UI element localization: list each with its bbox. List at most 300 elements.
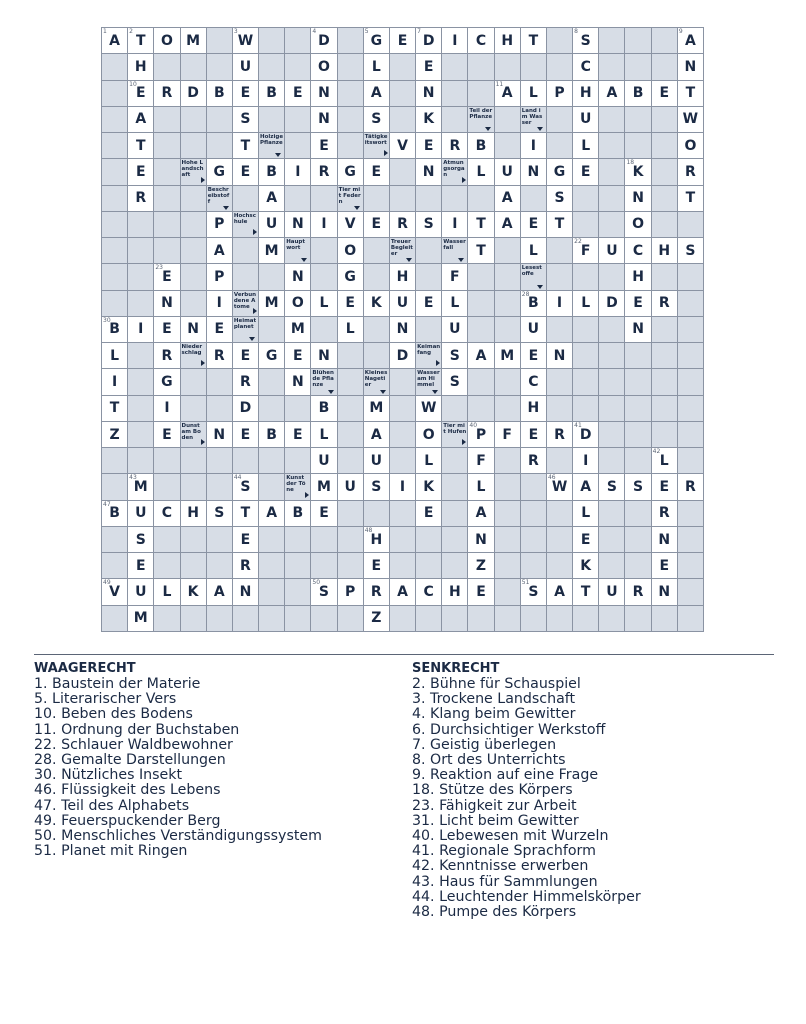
cell-letter: N bbox=[632, 321, 644, 338]
divider bbox=[34, 654, 774, 655]
letter-cell bbox=[573, 579, 599, 605]
cell-letter: S bbox=[449, 374, 460, 391]
cell-letter: E bbox=[162, 426, 172, 443]
letter-cell bbox=[390, 291, 416, 317]
letter-cell bbox=[390, 264, 416, 290]
blank-cell bbox=[259, 317, 285, 343]
letter-cell bbox=[521, 212, 547, 238]
cell-letter: L bbox=[476, 479, 486, 496]
letter-cell bbox=[311, 474, 337, 500]
clue-text: Blühende Pflanze bbox=[312, 370, 334, 389]
cell-letter: D bbox=[396, 347, 409, 364]
cell-letter: E bbox=[371, 557, 382, 574]
cell-letter: P bbox=[554, 85, 565, 102]
letter-cell bbox=[259, 238, 285, 264]
letter-cell bbox=[547, 159, 573, 185]
arrow-down-icon bbox=[458, 258, 464, 262]
cell-letter: L bbox=[581, 505, 591, 522]
blank-cell bbox=[390, 606, 416, 632]
cell-letter: G bbox=[265, 347, 278, 364]
blank-cell bbox=[102, 291, 128, 317]
blank-cell bbox=[652, 369, 678, 395]
clue-cell bbox=[442, 422, 468, 448]
letter-cell bbox=[364, 474, 390, 500]
letter-cell bbox=[207, 579, 233, 605]
cell-letter: E bbox=[240, 531, 251, 548]
blank-cell bbox=[181, 553, 207, 579]
cell-letter: E bbox=[528, 426, 539, 443]
cell-letter: E bbox=[135, 163, 146, 180]
letter-cell bbox=[154, 28, 180, 54]
clue-cell bbox=[285, 474, 311, 500]
cell-number: 41 bbox=[574, 421, 582, 429]
letter-cell bbox=[233, 553, 259, 579]
clue-cell bbox=[233, 291, 259, 317]
cell-letter: S bbox=[580, 32, 591, 49]
cell-number: 9 bbox=[678, 28, 683, 35]
blank-cell bbox=[181, 54, 207, 80]
down-clue: 7. Geistig überlegen bbox=[412, 736, 557, 753]
letter-cell bbox=[364, 553, 390, 579]
blank-cell bbox=[442, 553, 468, 579]
blank-cell bbox=[678, 396, 704, 422]
cell-number: 50 bbox=[312, 579, 321, 587]
letter-cell bbox=[573, 527, 599, 553]
cell-letter: S bbox=[606, 479, 617, 496]
cell-letter: E bbox=[319, 137, 329, 154]
blank-cell bbox=[338, 553, 364, 579]
cell-letter: R bbox=[213, 347, 225, 364]
blank-cell bbox=[233, 448, 259, 474]
letter-cell bbox=[547, 474, 573, 500]
clue-text: Teil der Pflanze bbox=[469, 107, 493, 120]
blank-cell bbox=[573, 264, 599, 290]
blank-cell bbox=[625, 553, 651, 579]
letter-cell bbox=[573, 448, 599, 474]
blank-cell bbox=[259, 28, 285, 54]
cell-letter: L bbox=[581, 295, 591, 312]
blank-cell bbox=[154, 212, 180, 238]
blank-cell bbox=[285, 579, 311, 605]
clue-cell bbox=[181, 159, 207, 185]
blank-cell bbox=[652, 264, 678, 290]
arrow-right-icon bbox=[305, 492, 309, 498]
letter-cell bbox=[468, 553, 494, 579]
blank-cell bbox=[573, 212, 599, 238]
cell-letter: S bbox=[633, 479, 644, 496]
blank-cell bbox=[625, 527, 651, 553]
cell-letter: E bbox=[319, 505, 329, 522]
blank-cell bbox=[652, 28, 678, 54]
letter-cell bbox=[259, 81, 285, 107]
cell-number: 8 bbox=[574, 28, 578, 35]
letter-cell bbox=[364, 107, 390, 133]
cell-letter: M bbox=[290, 321, 305, 338]
blank-cell bbox=[181, 107, 207, 133]
blank-cell bbox=[390, 107, 416, 133]
cell-letter: G bbox=[161, 374, 173, 391]
letter-cell bbox=[233, 107, 259, 133]
cell-letter: H bbox=[134, 58, 147, 75]
cell-letter: G bbox=[344, 268, 356, 285]
blank-cell bbox=[468, 186, 494, 212]
cell-letter: S bbox=[240, 479, 251, 496]
blank-cell bbox=[547, 238, 573, 264]
letter-cell bbox=[259, 501, 285, 527]
blank-cell bbox=[573, 396, 599, 422]
cell-letter: H bbox=[448, 584, 461, 601]
blank-cell bbox=[652, 422, 678, 448]
blank-cell bbox=[311, 606, 337, 632]
letter-cell bbox=[390, 343, 416, 369]
cell-letter: M bbox=[317, 479, 331, 496]
letter-cell bbox=[442, 212, 468, 238]
blank-cell bbox=[652, 317, 678, 343]
cell-letter: E bbox=[293, 426, 303, 443]
blank-cell bbox=[599, 527, 625, 553]
blank-cell bbox=[495, 527, 521, 553]
arrow-right-icon bbox=[201, 439, 205, 445]
cell-letter: N bbox=[318, 347, 330, 364]
clue-text: Hauptwort bbox=[286, 239, 305, 252]
letter-cell bbox=[233, 54, 259, 80]
blank-cell bbox=[154, 133, 180, 159]
blank-cell bbox=[468, 54, 494, 80]
clue-cell bbox=[468, 107, 494, 133]
blank-cell bbox=[468, 317, 494, 343]
blank-cell bbox=[625, 28, 651, 54]
blank-cell bbox=[364, 343, 390, 369]
blank-cell bbox=[625, 343, 651, 369]
letter-cell bbox=[442, 28, 468, 54]
cell-letter: E bbox=[659, 557, 670, 574]
blank-cell bbox=[285, 54, 311, 80]
letter-cell bbox=[102, 396, 128, 422]
cell-letter: E bbox=[659, 479, 670, 496]
cell-letter: D bbox=[239, 400, 252, 417]
cell-letter: E bbox=[293, 85, 303, 102]
letter-cell bbox=[390, 212, 416, 238]
blank-cell bbox=[364, 186, 390, 212]
letter-cell bbox=[102, 317, 128, 343]
cell-letter: L bbox=[476, 163, 486, 180]
clue-cell bbox=[442, 238, 468, 264]
letter-cell bbox=[364, 606, 390, 632]
blank-cell bbox=[442, 501, 468, 527]
cell-letter: E bbox=[476, 584, 486, 601]
cell-number: 49 bbox=[103, 579, 111, 587]
blank-cell bbox=[338, 28, 364, 54]
clue-text: Keimanfang bbox=[417, 344, 441, 357]
cell-letter: T bbox=[528, 32, 539, 49]
letter-cell bbox=[416, 474, 442, 500]
letter-cell bbox=[416, 54, 442, 80]
blank-cell bbox=[599, 343, 625, 369]
cell-letter: B bbox=[528, 295, 539, 312]
cell-letter: Z bbox=[475, 557, 487, 574]
cell-letter: E bbox=[240, 163, 251, 180]
letter-cell bbox=[102, 343, 128, 369]
blank-cell bbox=[495, 396, 521, 422]
cell-letter: U bbox=[239, 58, 252, 75]
blank-cell bbox=[390, 159, 416, 185]
letter-cell bbox=[521, 422, 547, 448]
letter-cell bbox=[233, 527, 259, 553]
blank-cell bbox=[181, 291, 207, 317]
letter-cell bbox=[416, 133, 442, 159]
cell-letter: R bbox=[318, 163, 330, 180]
cell-letter: T bbox=[685, 190, 696, 207]
blank-cell bbox=[102, 81, 128, 107]
cell-letter: N bbox=[658, 531, 671, 548]
blank-cell bbox=[521, 54, 547, 80]
letter-cell bbox=[285, 317, 311, 343]
cell-letter: F bbox=[580, 242, 591, 259]
letter-cell bbox=[311, 501, 337, 527]
cell-letter: H bbox=[187, 505, 199, 522]
cell-letter: U bbox=[606, 242, 618, 259]
blank-cell bbox=[468, 291, 494, 317]
letter-cell bbox=[128, 133, 154, 159]
cell-letter: D bbox=[422, 32, 435, 49]
cell-letter: S bbox=[449, 347, 460, 364]
letter-cell bbox=[625, 317, 651, 343]
blank-cell bbox=[154, 186, 180, 212]
blank-cell bbox=[678, 343, 704, 369]
blank-cell bbox=[442, 474, 468, 500]
letter-cell bbox=[468, 422, 494, 448]
cell-number: 43 bbox=[129, 474, 137, 482]
letter-cell bbox=[521, 291, 547, 317]
letter-cell bbox=[154, 396, 180, 422]
blank-cell bbox=[102, 264, 128, 290]
blank-cell bbox=[390, 527, 416, 553]
cell-letter: S bbox=[685, 242, 696, 259]
blank-cell bbox=[154, 553, 180, 579]
blank-cell bbox=[207, 606, 233, 632]
letter-cell bbox=[128, 579, 154, 605]
cell-letter: V bbox=[109, 584, 120, 601]
blank-cell bbox=[128, 422, 154, 448]
letter-cell bbox=[547, 186, 573, 212]
cell-letter: P bbox=[214, 216, 225, 233]
cell-letter: M bbox=[264, 295, 279, 312]
letter-cell bbox=[468, 448, 494, 474]
letter-cell bbox=[652, 448, 678, 474]
letter-cell bbox=[442, 291, 468, 317]
down-clue: 18. Stütze des Körpers bbox=[412, 782, 573, 799]
across-clue: 49. Feuerspuckender Berg bbox=[34, 812, 221, 829]
blank-cell bbox=[625, 501, 651, 527]
cell-letter: Z bbox=[371, 610, 382, 627]
cell-letter: R bbox=[370, 584, 382, 601]
blank-cell bbox=[128, 291, 154, 317]
letter-cell bbox=[678, 186, 704, 212]
cell-letter: A bbox=[606, 85, 618, 102]
cell-letter: G bbox=[213, 163, 226, 180]
clue-text: Atmungsorgan bbox=[443, 160, 465, 179]
blank-cell bbox=[233, 238, 259, 264]
blank-cell bbox=[652, 186, 678, 212]
letter-cell bbox=[259, 159, 285, 185]
blank-cell bbox=[521, 186, 547, 212]
letter-cell bbox=[678, 159, 704, 185]
blank-cell bbox=[390, 54, 416, 80]
cell-letter: A bbox=[501, 85, 513, 102]
cell-letter: H bbox=[370, 531, 383, 548]
cell-letter: C bbox=[632, 242, 644, 259]
cell-letter: H bbox=[527, 400, 540, 417]
blank-cell bbox=[102, 606, 128, 632]
blank-cell bbox=[128, 369, 154, 395]
letter-cell bbox=[416, 448, 442, 474]
cell-letter: L bbox=[424, 452, 434, 469]
clue-text: Treuer Begleiter bbox=[390, 239, 413, 258]
arrow-down-icon bbox=[301, 258, 307, 262]
blank-cell bbox=[468, 264, 494, 290]
blank-cell bbox=[678, 527, 704, 553]
blank-cell bbox=[495, 107, 521, 133]
blank-cell bbox=[678, 317, 704, 343]
cell-letter: V bbox=[344, 216, 356, 233]
arrow-right-icon bbox=[384, 150, 388, 156]
blank-cell bbox=[625, 107, 651, 133]
down-clue: 6. Durchsichtiger Werkstoff bbox=[412, 721, 606, 738]
clue-text: Kunst der Töne bbox=[286, 475, 306, 494]
cell-letter: S bbox=[214, 505, 225, 522]
letter-cell bbox=[521, 28, 547, 54]
letter-cell bbox=[233, 474, 259, 500]
cell-letter: R bbox=[240, 374, 251, 391]
cell-letter: U bbox=[527, 321, 540, 338]
blank-cell bbox=[390, 501, 416, 527]
letter-cell bbox=[102, 422, 128, 448]
blank-cell bbox=[338, 422, 364, 448]
blank-cell bbox=[181, 264, 207, 290]
blank-cell bbox=[599, 422, 625, 448]
cell-letter: N bbox=[318, 111, 330, 128]
cell-letter: E bbox=[397, 32, 408, 49]
letter-cell bbox=[311, 133, 337, 159]
blank-cell bbox=[625, 606, 651, 632]
cell-letter: S bbox=[318, 584, 330, 601]
blank-cell bbox=[390, 422, 416, 448]
blank-cell bbox=[599, 159, 625, 185]
down-clue: 4. Klang beim Gewitter bbox=[412, 706, 576, 723]
blank-cell bbox=[285, 186, 311, 212]
cell-number: 40 bbox=[469, 421, 478, 429]
blank-cell bbox=[128, 396, 154, 422]
cell-letter: A bbox=[370, 426, 382, 443]
cell-letter: I bbox=[452, 216, 458, 233]
clue-cell bbox=[233, 317, 259, 343]
letter-cell bbox=[468, 212, 494, 238]
letter-cell bbox=[285, 422, 311, 448]
cell-letter: B bbox=[318, 400, 330, 417]
blank-cell bbox=[102, 107, 128, 133]
blank-cell bbox=[338, 369, 364, 395]
letter-cell bbox=[128, 54, 154, 80]
arrow-down-icon bbox=[249, 337, 255, 341]
letter-cell bbox=[521, 343, 547, 369]
cell-number: 3 bbox=[233, 28, 238, 35]
cell-letter: M bbox=[264, 242, 279, 259]
letter-cell bbox=[364, 159, 390, 185]
blank-cell bbox=[495, 238, 521, 264]
blank-cell bbox=[154, 606, 180, 632]
letter-cell bbox=[573, 54, 599, 80]
clue-text: Holzige Pflanze bbox=[260, 134, 284, 147]
letter-cell bbox=[233, 501, 259, 527]
cell-letter: D bbox=[606, 295, 618, 312]
cell-letter: R bbox=[161, 85, 173, 102]
clue-text: Dunst am Boden bbox=[181, 422, 201, 441]
blank-cell bbox=[181, 606, 207, 632]
cell-number: 28 bbox=[521, 290, 530, 298]
blank-cell bbox=[154, 448, 180, 474]
blank-cell bbox=[259, 54, 285, 80]
blank-cell bbox=[521, 501, 547, 527]
cell-letter: U bbox=[370, 452, 382, 469]
letter-cell bbox=[181, 81, 207, 107]
blank-cell bbox=[102, 159, 128, 185]
clue-cell bbox=[390, 238, 416, 264]
clue-cell bbox=[338, 186, 364, 212]
letter-cell bbox=[311, 291, 337, 317]
arrow-right-icon bbox=[253, 308, 257, 314]
cell-number: 48 bbox=[364, 526, 373, 534]
letter-cell bbox=[311, 107, 337, 133]
blank-cell bbox=[599, 133, 625, 159]
clue-text: Hohe Landschaft bbox=[181, 160, 204, 179]
blank-cell bbox=[599, 606, 625, 632]
letter-cell bbox=[652, 553, 678, 579]
letter-cell bbox=[652, 474, 678, 500]
letter-cell bbox=[311, 396, 337, 422]
letter-cell bbox=[468, 527, 494, 553]
blank-cell bbox=[259, 474, 285, 500]
letter-cell bbox=[599, 291, 625, 317]
cell-letter: P bbox=[345, 584, 356, 601]
blank-cell bbox=[154, 527, 180, 553]
clue-text: Heimatplanet bbox=[233, 317, 257, 330]
cell-letter: W bbox=[237, 32, 254, 49]
letter-cell bbox=[521, 81, 547, 107]
blank-cell bbox=[625, 396, 651, 422]
cell-letter: E bbox=[580, 163, 591, 180]
letter-cell bbox=[285, 212, 311, 238]
letter-cell bbox=[573, 28, 599, 54]
letter-cell bbox=[181, 317, 207, 343]
letter-cell bbox=[390, 317, 416, 343]
cell-letter: D bbox=[318, 32, 330, 49]
letter-cell bbox=[285, 264, 311, 290]
blank-cell bbox=[102, 54, 128, 80]
cell-letter: E bbox=[293, 347, 303, 364]
cell-letter: K bbox=[580, 557, 592, 574]
cell-letter: E bbox=[240, 85, 251, 102]
blank-cell bbox=[259, 448, 285, 474]
cell-number: 30 bbox=[103, 316, 111, 324]
cell-letter: N bbox=[527, 163, 540, 180]
cell-letter: C bbox=[475, 32, 487, 49]
cell-letter: H bbox=[658, 242, 671, 259]
cell-letter: P bbox=[214, 268, 225, 285]
blank-cell bbox=[207, 448, 233, 474]
blank-cell bbox=[285, 553, 311, 579]
blank-cell bbox=[652, 107, 678, 133]
blank-cell bbox=[625, 448, 651, 474]
